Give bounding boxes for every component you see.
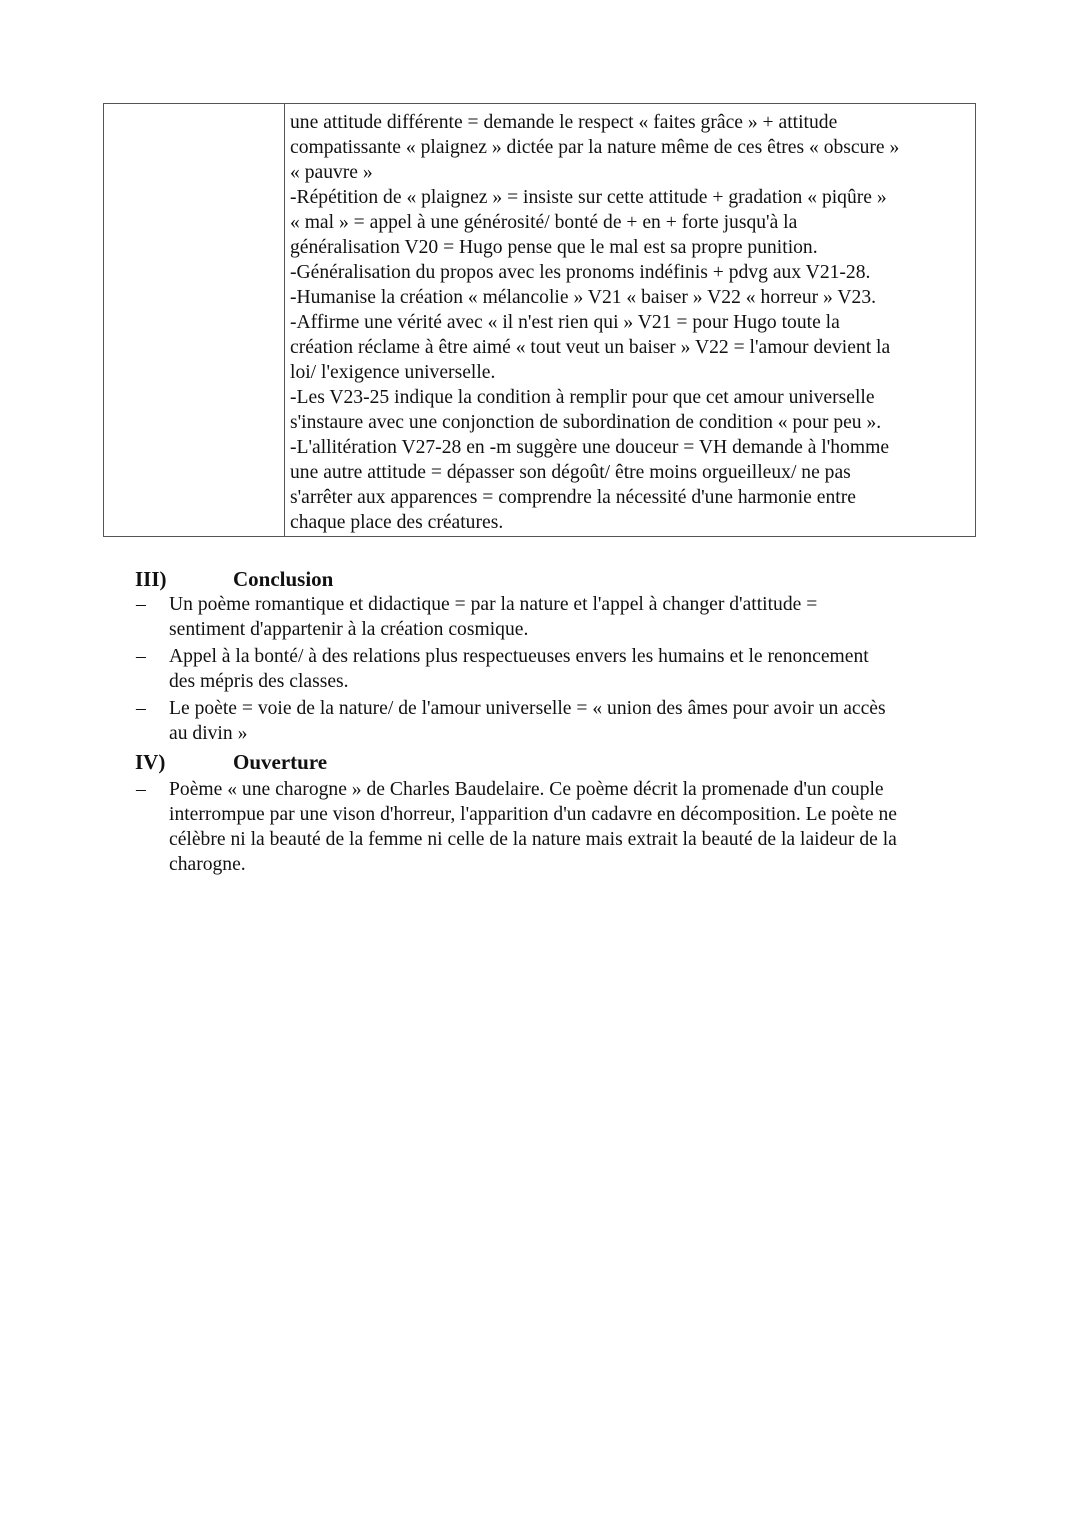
table-line: généralisation V20 = Hugo pense que le mal est sa propre punition. — [290, 237, 818, 258]
table-line: s'arrêter aux apparences = comprendre la nécessité d'une harmonie entre — [290, 487, 856, 508]
list-item — [135, 644, 995, 694]
table-line: loi/ l'exigence universelle. — [290, 362, 496, 383]
list-item-line: sentiment d'appartenir à la création cosmique. — [169, 619, 529, 640]
list-item — [135, 696, 995, 746]
ouverture-section — [135, 749, 995, 877]
list-item — [135, 777, 995, 877]
table-line: une attitude différente = demande le respect « faites grâce » + attitude — [290, 112, 838, 133]
list-item-line: Poème « une charogne » de Charles Baudelaire. Ce poème décrit la promenade d'un couple — [169, 779, 884, 800]
list-item-line: au divin » — [169, 723, 248, 744]
section-title: Conclusion — [233, 567, 334, 591]
analysis-table — [103, 103, 976, 537]
table-line: -Répétition de « plaignez » = insiste sur cette attitude + gradation « piqûre » — [290, 187, 887, 208]
table-line: « mal » = appel à une générosité/ bonté de + en + forte jusqu'à la — [290, 212, 798, 233]
table-line: création réclame à être aimé « tout veut un baiser » V22 = l'amour devient la — [290, 337, 891, 358]
list-item-line: Un poème romantique et didactique = par la nature et l'appel à changer d'attitude = — [169, 594, 818, 615]
table-line: compatissante « plaignez » dictée par la nature même de ces êtres « obscure » — [290, 137, 900, 158]
section-number: IV) — [135, 750, 166, 774]
bullet-dash: – — [136, 698, 146, 719]
bullet-dash: – — [136, 594, 146, 615]
table-line: « pauvre » — [290, 162, 373, 183]
table-line: chaque place des créatures. — [290, 512, 504, 533]
section-number: III) — [135, 567, 167, 591]
list-item — [135, 592, 995, 642]
table-line: -Affirme une vérité avec « il n'est rien qui » V21 = pour Hugo toute la — [290, 312, 840, 333]
table-right-cell — [285, 104, 975, 536]
bullet-dash: – — [136, 646, 146, 667]
conclusion-section — [135, 566, 995, 746]
list-item-line: des mépris des classes. — [169, 671, 349, 692]
table-line: -Généralisation du propos avec les pronoms indéfinis + pdvg aux V21-28. — [290, 262, 871, 283]
list-item-line: charogne. — [169, 854, 246, 875]
table-left-cell — [104, 104, 285, 536]
list-item-line: Le poète = voie de la nature/ de l'amour universelle = « union des âmes pour avoir un accès — [169, 698, 886, 719]
section-title: Ouverture — [233, 750, 328, 774]
bullet-dash: – — [136, 779, 146, 800]
table-line: s'instaure avec une conjonction de subordination de condition « pour peu ». — [290, 412, 882, 433]
table-line: -Les V23-25 indique la condition à remplir pour que cet amour universelle — [290, 387, 875, 408]
list-item-line: Appel à la bonté/ à des relations plus respectueuses envers les humains et le renoncement — [169, 646, 869, 667]
table-line: une autre attitude = dépasser son dégoût/ être moins orgueilleux/ ne pas — [290, 462, 851, 483]
table-line: -Humanise la création « mélancolie » V21 « baiser » V22 « horreur » V23. — [290, 287, 877, 308]
ouverture-heading — [135, 749, 995, 775]
list-item-line: célèbre ni la beauté de la femme ni celle de la nature mais extrait la beauté de la laideur de la — [169, 829, 897, 850]
table-line: -L'allitération V27-28 en -m suggère une douceur = VH demande à l'homme — [290, 437, 890, 458]
conclusion-heading — [135, 566, 995, 592]
list-item-line: interrompue par une vison d'horreur, l'apparition d'un cadavre en décomposition. Le poète ne — [169, 804, 898, 825]
